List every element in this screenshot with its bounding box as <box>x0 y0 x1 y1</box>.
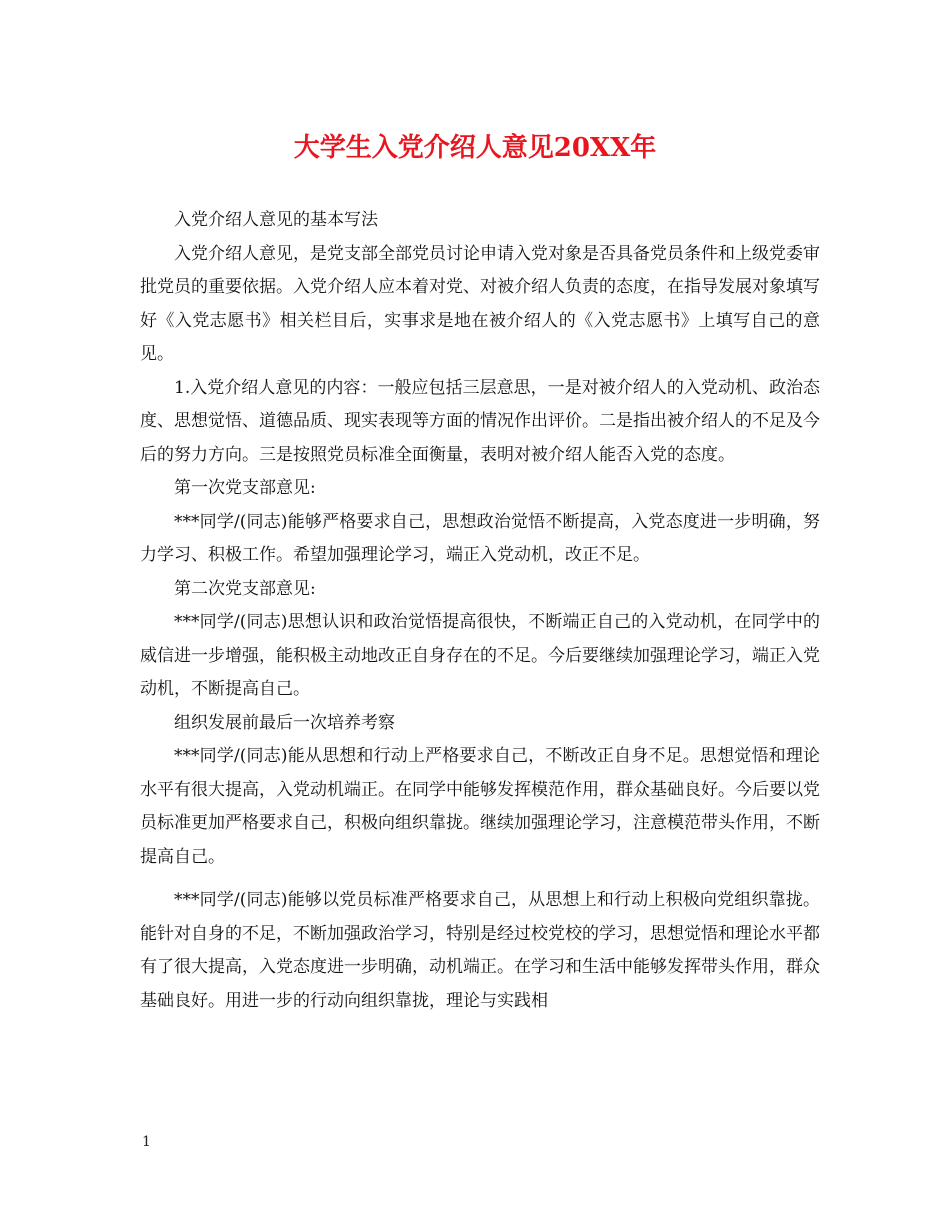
paragraph-final-review: ***同学/(同志)能从思想和行动上严格要求自己，不断改正自身不足。思想觉悟和理论水平有很大提高，入党动机端正。在同学中能够发挥模范作用，群众基础良好。今后要以党员标准更加严格要求自己，积极向组织靠拢。继续加强理论学习，注意模范带头作用，不断提高自己。 <box>140 746 820 867</box>
paragraph-heading-writing-method: 入党介绍人意见的基本写法 <box>174 210 378 230</box>
paragraph-content-requirements: 1.入党介绍人意见的内容：一般应包括三层意思，一是对被介绍人的入党动机、政治态度、思想觉悟、道德品质、现实表现等方面的情况作出评价。二是指出被介绍人的不足及今后的努力方向。三是按照党员标准全面衡量，表明对被介绍人能否入党的态度。 <box>140 377 820 465</box>
paragraph-heading-second-opinion: 第二次党支部意见: <box>174 578 316 599</box>
paragraph-first-opinion: ***同学/(同志)能够严格要求自己，思想政治觉悟不断提高，入党态度进一步明确，努力学习、积极工作。希望加强理论学习，端正入党动机，改正不足。 <box>140 511 820 565</box>
paragraph-heading-first-opinion: 第一次党支部意见: <box>174 478 316 498</box>
paragraph-heading-final-review: 组织发展前最后一次培养考察 <box>174 712 395 733</box>
paragraph-introduction: 入党介绍人意见，是党支部全部党员讨论申请入党对象是否具备党员条件和上级党委审批党员的重要依据。入党介绍人应本着对党、对被介绍人负责的态度，在指导发展对象填写好《入党志愿书》相关栏目后，实事求是地在被介绍人的《入党志愿书》上填写自己的意见。 <box>140 243 820 364</box>
document-title: 大学生入党介绍人意见20XX年 <box>293 133 657 163</box>
paragraph-additional-opinion: ***同学/(同志)能够以党员标准严格要求自己，从思想上和行动上积极向党组织靠拢。能针对自身的不足，不断加强政治学习，特别是经过校党校的学习，思想觉悟和理论水平都有了很大提高，入党态度进一步明确，动机端正。在学习和生活中能够发挥带头作用，群众基础良好。用进一步的行动向组织靠拢，理论与实践相 <box>140 890 820 1011</box>
document-body <box>140 204 820 1018</box>
paragraph-second-opinion: ***同学/(同志)思想认识和政治觉悟提高很快，不断端正自己的入党动机，在同学中的威信进一步增强，能积极主动地改正自身存在的不足。今后要继续加强理论学习，端正入党动机，不断提高自己。 <box>140 612 820 699</box>
page-number: 1 <box>142 1134 151 1150</box>
